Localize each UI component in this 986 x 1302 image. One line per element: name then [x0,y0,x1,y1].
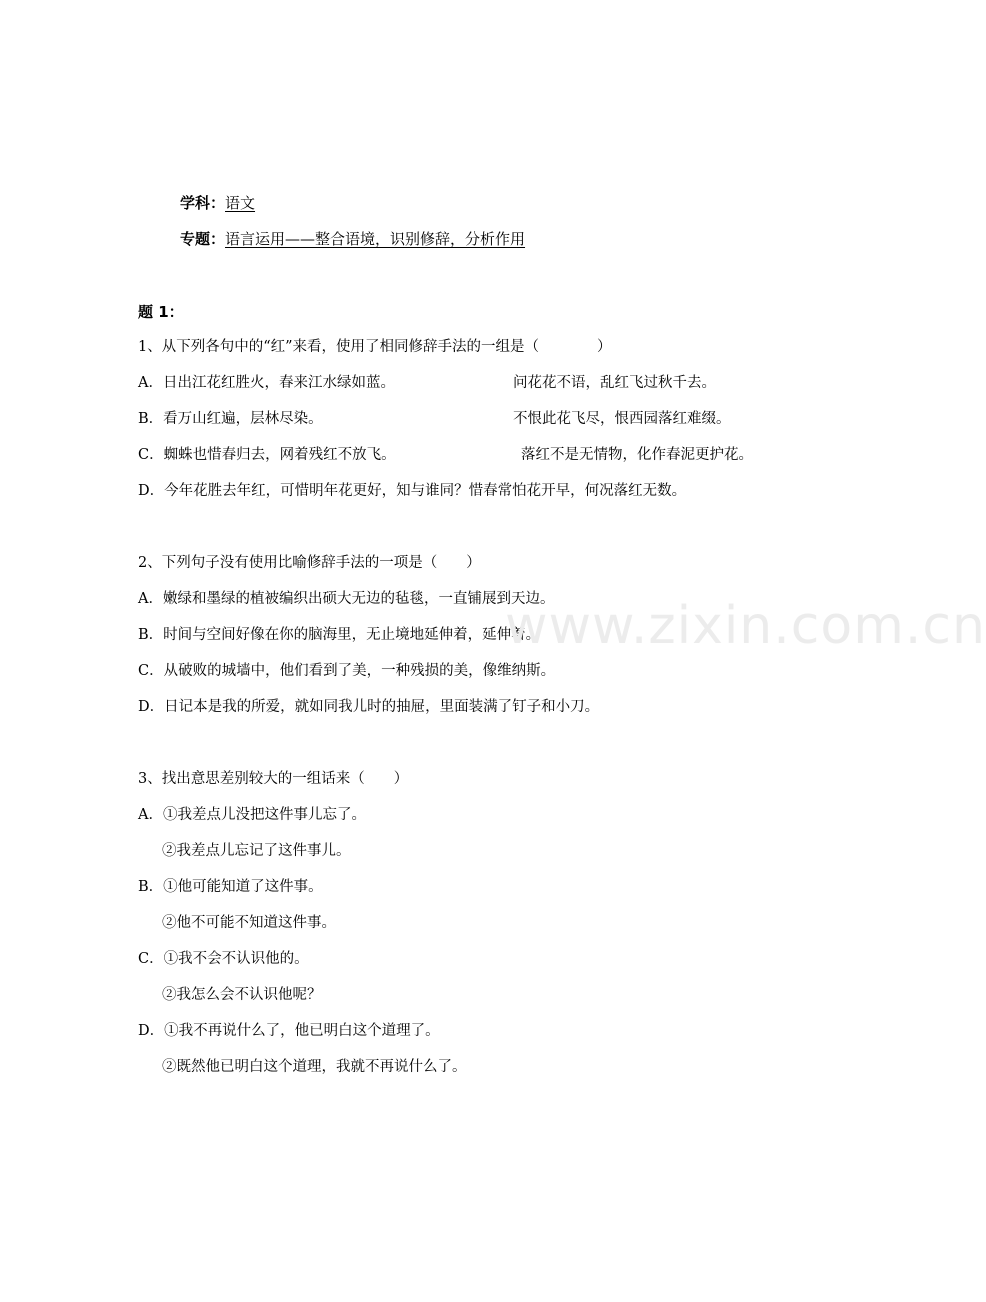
q3-option-a-2: ②我差点儿忘记了这件事儿。 [162,843,351,859]
question-2-stem: 2、下列句子没有使用比喻修辞手法的一项是（ ） [138,555,481,571]
section-title: 题 1： [138,303,184,321]
q1-option-a-left: A．日出江花红胜火，春来江水绿如蓝。 [138,375,395,391]
q2-option-b: B．时间与空间好像在你的脑海里，无止境地延伸着，延伸着。 [138,627,541,643]
question-3-stem: 3、找出意思差别较大的一组话来（ ） [138,771,409,787]
q3-option-c-1: C．①我不会不认识他的。 [138,951,309,967]
subject-line [180,193,255,213]
q2-option-a: A．嫩绿和墨绿的植被编织出硕大无边的毡毯，一直铺展到天边。 [138,591,555,607]
q3-option-c-2: ②我怎么会不认识他呢？ [162,987,322,1003]
q1-option-b-right: 不恨此花飞尽，恨西园落红难缀。 [513,411,731,427]
topic-value: 语言运用——整合语境，识别修辞，分析作用 [225,230,526,248]
q2-option-c: C．从破败的城墙中，他们看到了美，一种残损的美，像维纳斯。 [138,663,556,679]
q1-option-d: D．今年花胜去年红，可惜明年花更好，知与谁同？惜春常怕花开早，何况落红无数。 [138,483,687,499]
q2-option-d: D．日记本是我的所爱，就如同我儿时的抽屉，里面装满了钉子和小刀。 [138,699,600,715]
q3-option-b-1: B．①他可能知道了这件事。 [138,879,323,895]
subject-label: 学科： [180,194,226,212]
q3-option-d-1: D．①我不再说什么了，他已明白这个道理了。 [138,1023,440,1039]
q3-option-a-1: A．①我差点儿没把这件事儿忘了。 [138,807,366,823]
q1-option-c-right: 落红不是无情物，化作春泥更护花。 [521,447,753,463]
q1-option-c-left: C．蜘蛛也惜春归去，网着残红不放飞。 [138,447,396,463]
q3-option-d-2: ②既然他已明白这个道理，我就不再说什么了。 [162,1059,467,1075]
subject-value: 语文 [225,194,256,212]
q1-option-b-left: B．看万山红遍，层林尽染。 [138,411,323,427]
q3-option-b-2: ②他不可能不知道这件事。 [162,915,336,931]
topic-line [180,229,525,249]
watermark: www.zixin.com.cn [505,596,986,656]
question-1-stem: 1、从下列各句中的“红”来看，使用了相同修辞手法的一组是（ ） [138,339,612,355]
q1-option-a-right: 问花花不语，乱红飞过秋千去。 [513,375,716,391]
topic-label: 专题： [180,230,226,248]
